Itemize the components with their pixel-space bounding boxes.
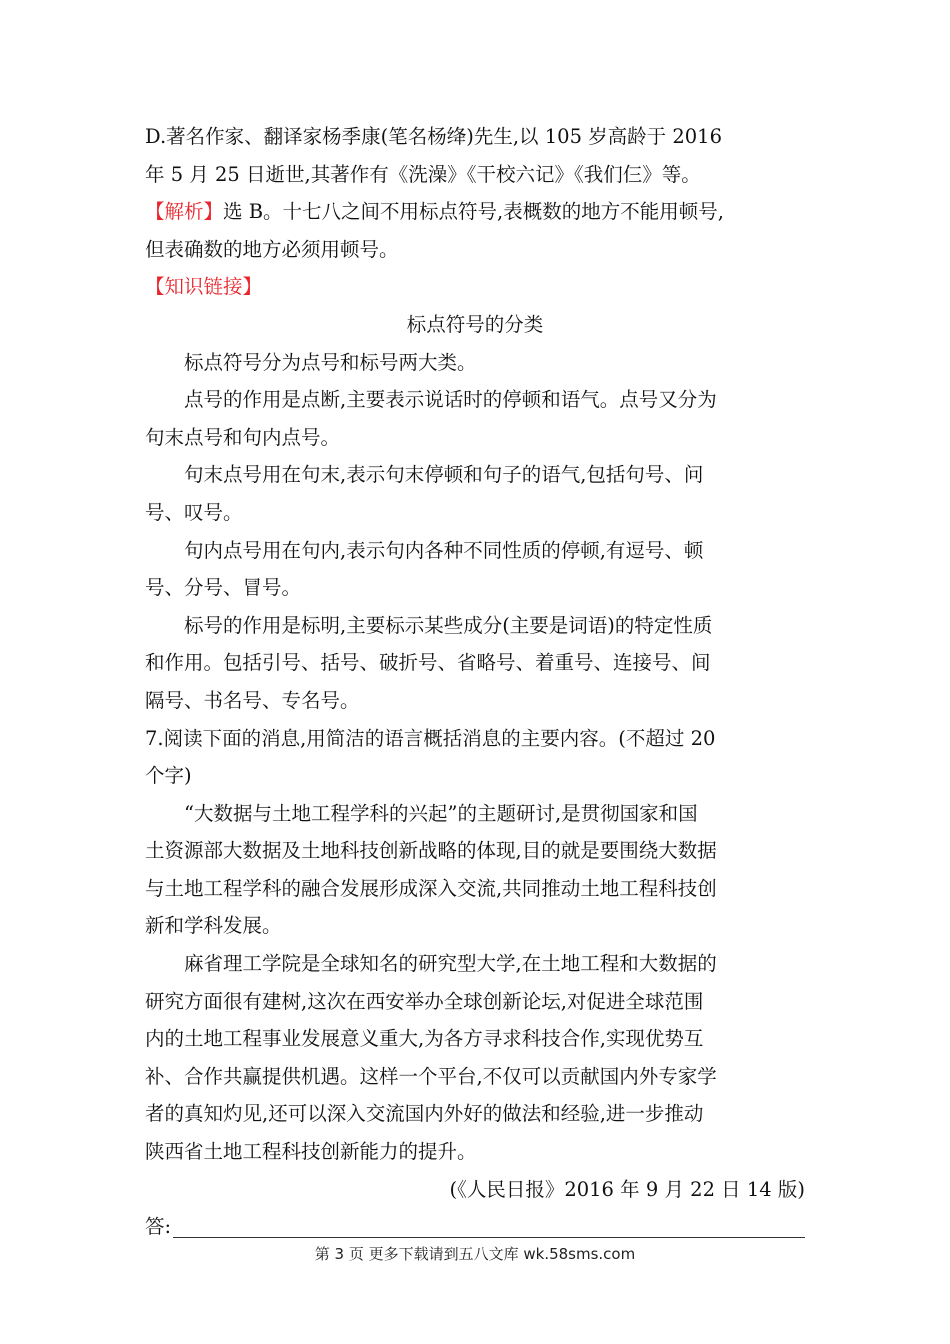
question-7-line-1: 7.阅读下面的消息,用简洁的语言概括消息的主要内容。(不超过 20 — [145, 726, 716, 750]
news-para-1-line-3: 与土地工程学科的融合发展形成深入交流,共同推动土地工程科技创 — [145, 876, 717, 900]
knowledge-para-3-line-1: 句末点号用在句末,表示句末停顿和句子的语气,包括句号、问 — [184, 463, 704, 487]
analysis-line-2: 但表确数的地方必须用顿号。 — [145, 237, 399, 261]
news-para-2-line-5: 者的真知灼见,还可以深入交流国内外好的做法和经验,进一步推动 — [145, 1102, 704, 1126]
news-para-2-line-6: 陕西省土地工程科技创新能力的提升。 — [145, 1140, 477, 1164]
knowledge-para-2-line-1: 点号的作用是点断,主要表示说话时的停顿和语气。点号又分为 — [184, 388, 717, 412]
analysis-line-1 — [145, 193, 805, 231]
news-para-1-line-2: 土资源部大数据及土地科技创新战略的体现,目的就是要围绕大数据 — [145, 839, 717, 863]
news-para-2-line-2: 研究方面很有建树,这次在西安举办全球创新论坛,对促进全球范围 — [145, 989, 704, 1013]
news-para-2-line-3: 内的土地工程事业发展意义重大,为各方寻求科技合作,实现优势互 — [145, 1027, 704, 1051]
news-para-2-line-1: 麻省理工学院是全球知名的研究型大学,在土地工程和大数据的 — [184, 952, 717, 976]
knowledge-para-4-line-1: 句内点号用在句内,表示句内各种不同性质的停顿,有逗号、顿 — [184, 538, 704, 562]
analysis-text: 选 B。十七八之间不用标点符号,表概数的地方不能用顿号, — [223, 200, 724, 224]
answer-line — [145, 1208, 805, 1246]
question-7-line-2: 个字) — [145, 764, 192, 788]
knowledge-para-2-line-2: 句末点号和句内点号。 — [145, 425, 341, 449]
knowledge-para-5-line-1: 标号的作用是标明,主要标示某些成分(主要是词语)的特定性质 — [184, 613, 713, 637]
knowledge-tag: 【知识链接】 — [145, 275, 263, 299]
knowledge-para-1: 标点符号分为点号和标号两大类。 — [184, 350, 477, 374]
answer-label: 答: — [145, 1215, 172, 1239]
knowledge-para-3-line-2: 号、叹号。 — [145, 500, 243, 524]
news-source: (《人民日报》2016 年 9 月 22 日 14 版) — [449, 1177, 805, 1201]
knowledge-para-5-line-2: 和作用。包括引号、括号、破折号、省略号、着重号、连接号、间 — [145, 651, 711, 675]
option-d-line-2: 年 5 月 25 日逝世,其著作有《洗澡》《干校六记》《我们仨》等。 — [145, 162, 701, 186]
knowledge-title: 标点符号的分类 — [406, 312, 544, 336]
knowledge-para-4-line-2: 号、分号、冒号。 — [145, 576, 302, 600]
knowledge-para-5-line-3: 隔号、书名号、专名号。 — [145, 688, 360, 712]
news-para-2-line-4: 补、合作共赢提供机遇。这样一个平台,不仅可以贡献国内外专家学 — [145, 1064, 717, 1088]
page-content — [145, 118, 805, 1246]
answer-blank — [173, 1209, 805, 1238]
option-d-line-1: D.著名作家、翻译家杨季康(笔名杨绛)先生,以 105 岁高龄于 2016 — [145, 125, 722, 148]
news-para-1-line-1: “大数据与土地工程学科的兴起”的主题研讨,是贯彻国家和国 — [184, 801, 698, 825]
analysis-tag: 【解析】 — [145, 200, 224, 224]
news-para-1-line-4: 新和学科发展。 — [145, 914, 282, 938]
page-footer: 第 3 页 更多下载请到五八文库 wk.58sms.com — [314, 1245, 636, 1263]
